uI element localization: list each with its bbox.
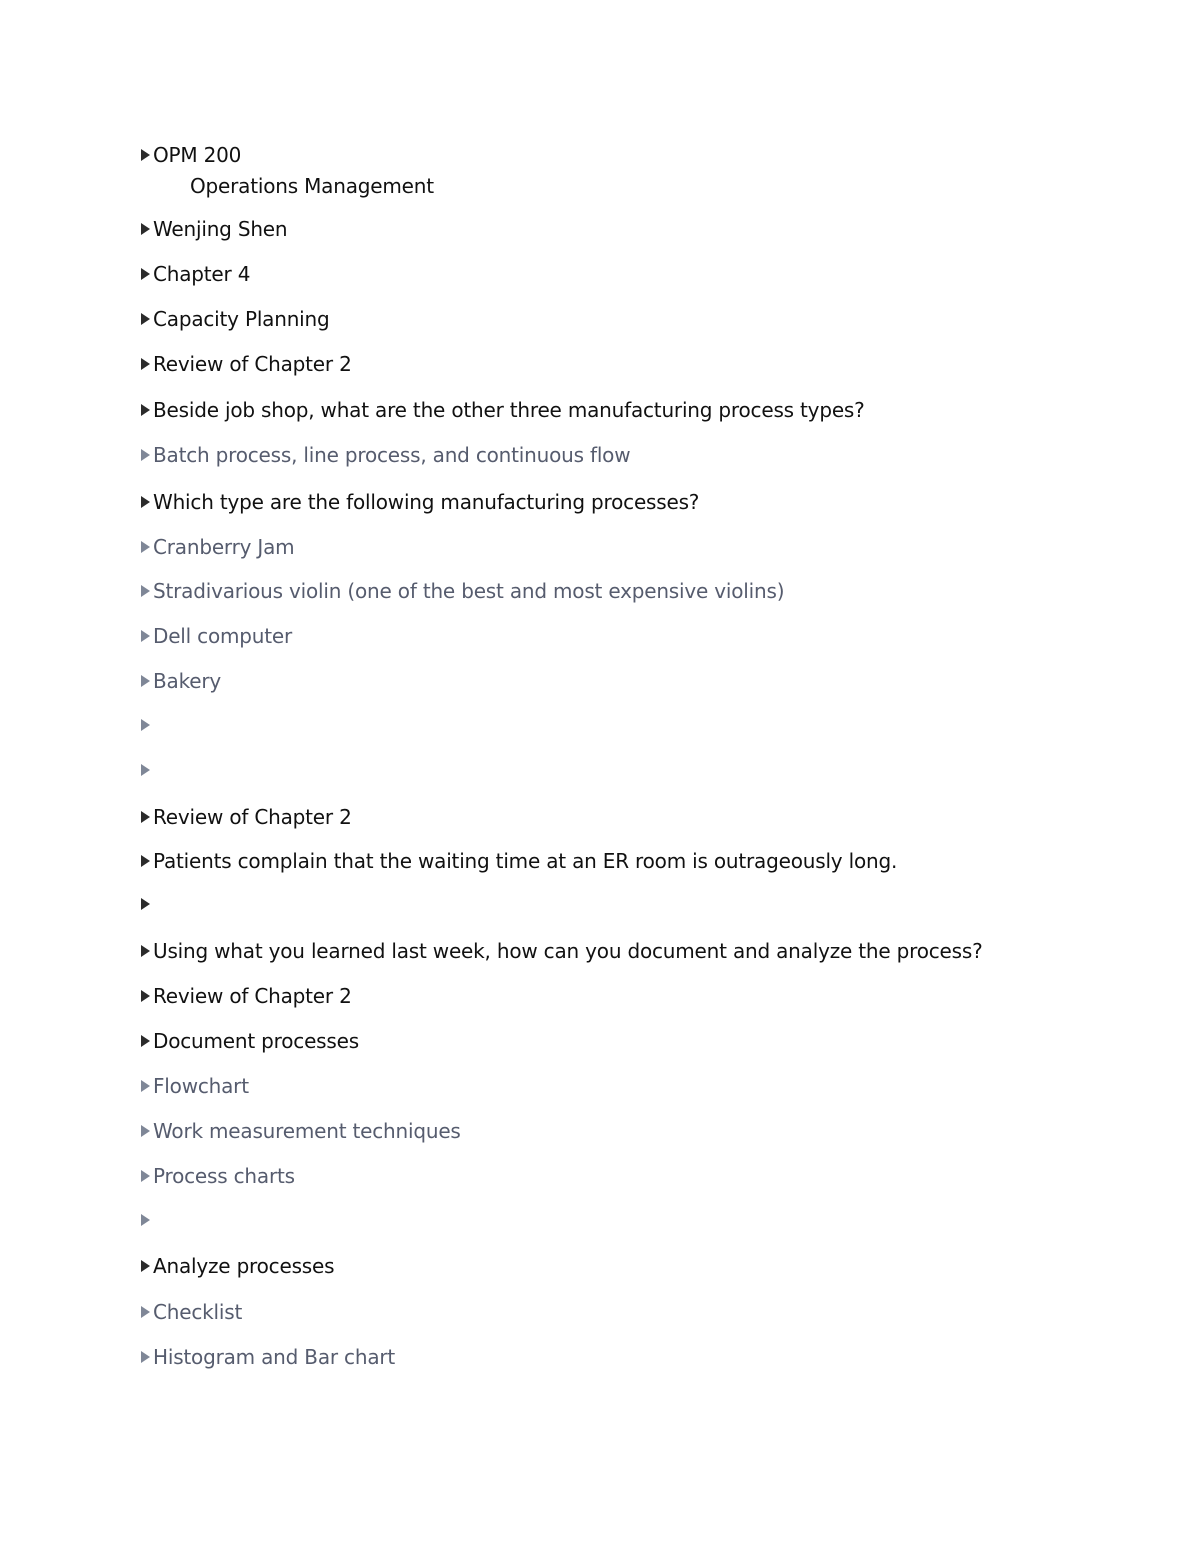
list-item-text: Review of Chapter 2: [153, 984, 352, 1008]
list-item-text: Dell computer: [153, 624, 293, 648]
list-item: [141, 1066, 249, 1106]
triangle-right-bullet-icon: [141, 811, 150, 823]
list-item: [141, 750, 153, 790]
triangle-right-bullet-icon: [141, 268, 150, 280]
triangle-right-bullet-icon: [141, 223, 150, 235]
list-item: [141, 1021, 359, 1061]
list-item-text: Histogram and Bar chart: [153, 1345, 396, 1369]
list-item: [141, 527, 294, 567]
triangle-right-bullet-icon: [141, 1214, 150, 1226]
list-item: [141, 616, 292, 656]
list-item: [141, 209, 287, 249]
list-item: [141, 931, 983, 971]
list-item-text: Cranberry Jam: [153, 535, 295, 559]
triangle-right-bullet-icon: [141, 719, 150, 731]
triangle-right-bullet-icon: [141, 149, 150, 161]
triangle-right-bullet-icon: [141, 990, 150, 1002]
list-item: [141, 1292, 242, 1332]
list-item: [141, 1337, 395, 1377]
list-item: [141, 299, 330, 339]
triangle-right-bullet-icon: [141, 945, 150, 957]
list-item-text: Chapter 4: [153, 262, 251, 286]
triangle-right-bullet-icon: [141, 1125, 150, 1137]
triangle-right-bullet-icon: [141, 1351, 150, 1363]
list-item-text: Process charts: [153, 1164, 295, 1188]
list-item-text: Bakery: [153, 669, 222, 693]
list-item-text: Review of Chapter 2: [153, 352, 352, 376]
list-item-text: Analyze processes: [153, 1254, 335, 1278]
list-item: [141, 661, 221, 701]
list-item: [141, 390, 865, 430]
list-item: [141, 1111, 461, 1151]
list-item-text: Flowchart: [153, 1074, 249, 1098]
triangle-right-bullet-icon: [141, 496, 150, 508]
triangle-right-bullet-icon: [141, 541, 150, 553]
list-item-text: Which type are the following manufacturing processes?: [153, 490, 700, 514]
list-item-text: Patients complain that the waiting time at an ER room is outrageously long.: [153, 849, 898, 873]
list-item-text: Wenjing Shen: [153, 217, 288, 241]
list-item-text: Document processes: [153, 1029, 359, 1053]
list-item-text: Capacity Planning: [153, 307, 330, 331]
list-item: [141, 482, 699, 522]
list-item: [141, 705, 153, 745]
triangle-right-bullet-icon: [141, 855, 150, 867]
title-sub-line: [190, 166, 434, 206]
triangle-right-bullet-icon: [141, 1080, 150, 1092]
triangle-right-bullet-icon: [141, 1306, 150, 1318]
list-item: [141, 435, 630, 475]
list-item: [141, 884, 153, 924]
list-item: [141, 254, 250, 294]
triangle-right-bullet-icon: [141, 1035, 150, 1047]
course-code: OPM 200: [153, 143, 242, 167]
triangle-right-bullet-icon: [141, 675, 150, 687]
list-item-text: Work measurement techniques: [153, 1119, 461, 1143]
triangle-right-bullet-icon: [141, 313, 150, 325]
list-item-text: Batch process, line process, and continuous flow: [153, 443, 631, 467]
triangle-right-bullet-icon: [141, 404, 150, 416]
list-item: [141, 1200, 153, 1240]
list-item: [141, 841, 897, 881]
list-item-text: Using what you learned last week, how can you document and analyze the process?: [153, 939, 983, 963]
list-item: [141, 797, 352, 837]
triangle-right-bullet-icon: [141, 630, 150, 642]
list-item: [141, 1156, 295, 1196]
triangle-right-bullet-icon: [141, 358, 150, 370]
triangle-right-bullet-icon: [141, 585, 150, 597]
triangle-right-bullet-icon: [141, 764, 150, 776]
list-item-text: Beside job shop, what are the other three manufacturing process types?: [153, 398, 865, 422]
list-item: [141, 571, 784, 611]
list-item: [141, 1246, 334, 1286]
triangle-right-bullet-icon: [141, 449, 150, 461]
triangle-right-bullet-icon: [141, 898, 150, 910]
list-item-text: Checklist: [153, 1300, 243, 1324]
triangle-right-bullet-icon: [141, 1170, 150, 1182]
list-item: [141, 976, 352, 1016]
list-item: [141, 344, 352, 384]
triangle-right-bullet-icon: [141, 1260, 150, 1272]
course-name: Operations Management: [190, 174, 434, 198]
list-item-text: Review of Chapter 2: [153, 805, 352, 829]
list-item-text: Stradivarious violin (one of the best and most expensive violins): [153, 579, 785, 603]
